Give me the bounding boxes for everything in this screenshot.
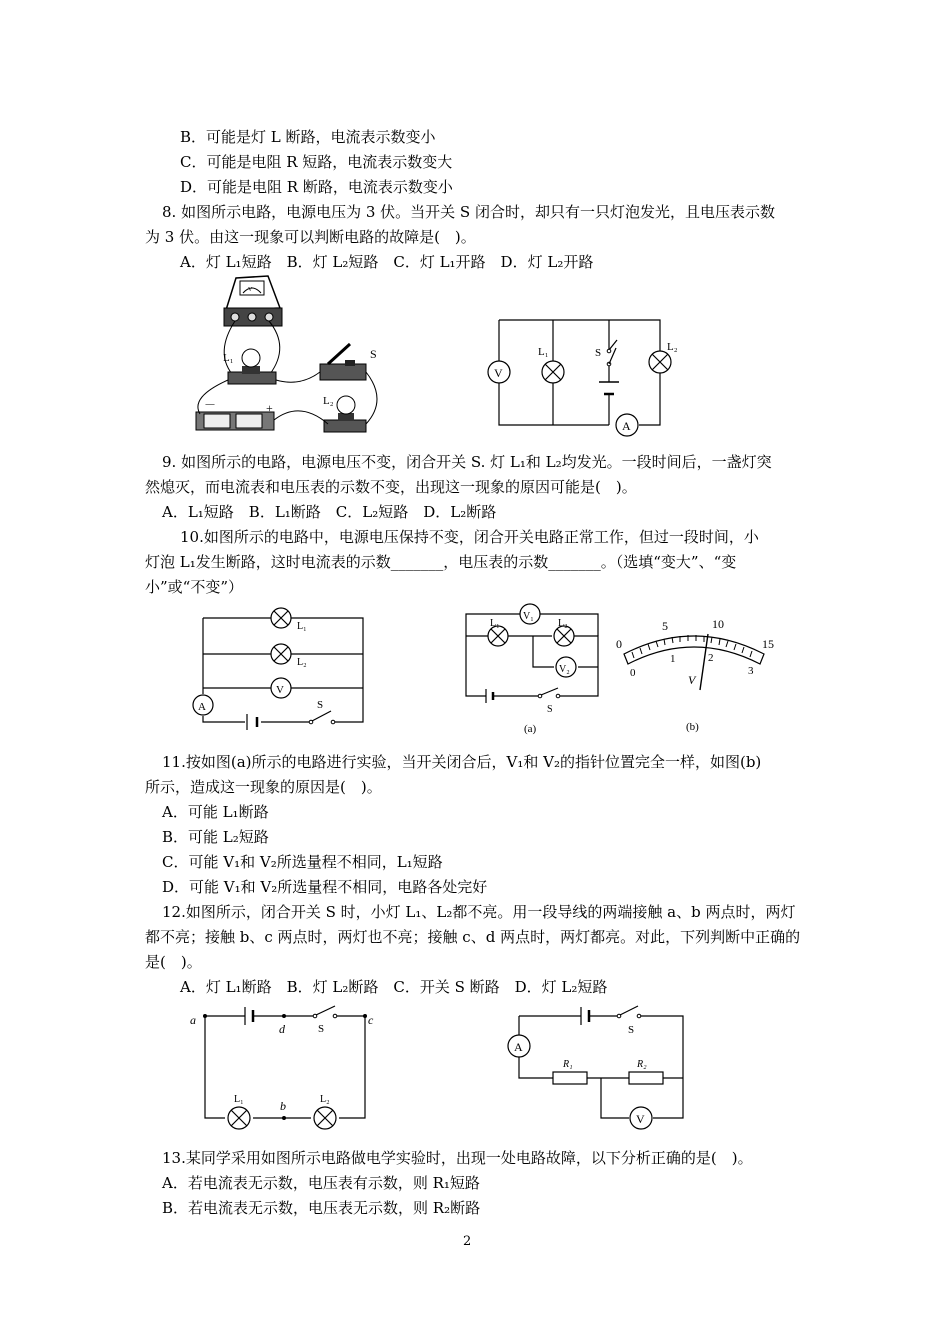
q7-option-d: D．可能是电阻 R 断路，电流表示数变小	[180, 178, 453, 196]
q12-label-l2: L₂	[320, 1094, 330, 1105]
q11-a-label-l2: L₂	[558, 618, 568, 629]
q13-voltmeter-label: V	[636, 1112, 645, 1126]
q12-point-d: d	[279, 1022, 285, 1036]
q8-schematic-figure	[485, 310, 695, 445]
q9-stem-line1: 9. 如图所示的电路，电源电压不变，闭合开关 S. 灯 L₁和 L₂均发光。一段时间后，一盏灯突	[162, 453, 772, 471]
q11-a-v1-label: V₁	[523, 611, 534, 622]
q12-point-c: c	[368, 1013, 374, 1027]
q11-a-label-l1: L₁	[490, 618, 500, 629]
q12-label-s: S	[318, 1023, 325, 1035]
q13-ammeter-label: A	[514, 1040, 523, 1054]
q8-schematic-label-s: S	[595, 347, 602, 359]
q10-stem-line3: 小”或“不变”）	[145, 578, 244, 596]
q10-voltmeter-label: V	[276, 684, 284, 696]
q12-point-a: a	[190, 1013, 196, 1027]
q13-label-r1: R₁	[563, 1059, 573, 1070]
q8-options: A．灯 L₁短路 B．灯 L₂短路 C．灯 L₁开路 D．灯 L₂开路	[180, 253, 594, 271]
q11-option-d: D．可能 V₁和 V₂所选量程不相同，电路各处完好	[162, 878, 488, 896]
q11-option-a: A．可能 L₁断路	[162, 803, 269, 821]
q8-photo-label-s: S	[370, 347, 377, 361]
q11-dial-caption: (b)	[686, 721, 699, 733]
q10-label-s: S	[317, 699, 324, 711]
q12-options: A．灯 L₁断路 B．灯 L₂断路 C．开关 S 断路 D．灯 L₂短路	[180, 978, 608, 996]
q10-ammeter-label: A	[198, 701, 206, 713]
q8-schematic-label-l1: L₁	[538, 346, 549, 358]
q12-stem-line1: 12.如图所示，闭合开关 S 时，小灯 L₁、L₂都不亮。用一段导线的两端接触 a、b 两点时，两灯	[162, 903, 796, 921]
svg-text:V: V	[248, 287, 253, 293]
q8-photo-label-l1: L₁	[223, 352, 234, 364]
q11-dial-bottom-tick-3: 3	[748, 665, 754, 677]
q11-dial-top-tick-15: 15	[762, 637, 774, 651]
q8-photo-label-minus: －	[204, 398, 217, 412]
q11-a-v2-label: V₂	[559, 664, 570, 675]
q10-label-l2: L₂	[297, 657, 307, 668]
q11-a-label-s: S	[547, 704, 553, 715]
q10-stem-line2: 灯泡 L₁发生断路，这时电流表的示数_______，电压表的示数_______。（选填“变大”、“变	[145, 553, 737, 571]
q11-stem-line1: 11.按如图(a)所示的电路进行实验，当开关闭合后，V₁和 V₂的指针位置完全一样，如图(b)	[162, 753, 762, 771]
q11-dial-unit-v: V	[688, 673, 696, 687]
q11-dial-bottom-tick-0: 0	[630, 667, 636, 679]
q7-option-b: B．可能是灯 L 断路，电流表示数变小	[180, 128, 436, 146]
q8-schematic-label-l2: L₂	[667, 341, 678, 353]
q12-stem-line3: 是( )。	[145, 953, 202, 971]
q11-dial-top-tick-10: 10	[712, 617, 724, 631]
q13-stem-line1: 13.某同学采用如图所示电路做电学实验时，出现一处电路故障，以下分析正确的是( )。	[162, 1149, 753, 1167]
q12-circuit-figure	[185, 1002, 385, 1132]
q11-a-caption: (a)	[524, 723, 537, 735]
q11-option-c: C．可能 V₁和 V₂所选量程不相同，L₁短路	[162, 853, 443, 871]
q11-dial-bottom-tick-2: 2	[708, 652, 714, 664]
q13-label-s: S	[628, 1024, 635, 1036]
q10-circuit-figure	[185, 602, 375, 732]
q11-dial-bottom-tick-1: 1	[670, 653, 676, 665]
q12-point-b: b	[280, 1099, 286, 1113]
q8-photo-label-plus: +	[266, 401, 273, 415]
q8-schematic-ammeter-label: A	[622, 419, 631, 433]
q12-stem-line2: 都不亮；接触 b、c 两点时，两灯也不亮；接触 c、d 两点时，两灯都亮。对此，下列判断中正确的	[145, 928, 801, 946]
q10-stem-line1: 10.如图所示的电路中，电源电压保持不变，闭合开关电路正常工作，但过一段时间，小	[180, 528, 759, 546]
q11-stem-line2: 所示，造成这一现象的原因是( )。	[145, 778, 382, 796]
q8-photo-label-l2: L₂	[323, 395, 334, 407]
q11-circuit-a-figure	[458, 600, 608, 740]
q12-label-l1: L₁	[234, 1094, 244, 1105]
q8-stem-line2: 为 3 伏。由这一现象可以判断电路的故障是( )。	[145, 228, 476, 246]
q8-stem-line1: 8. 如图所示电路，电源电压为 3 伏。当开关 S 闭合时，却只有一只灯泡发光，且电压表示数	[162, 203, 775, 221]
q9-options: A．L₁短路 B．L₁断路 C．L₂短路 D．L₂断路	[162, 503, 497, 521]
q9-stem-line2: 然熄灭，而电流表和电压表的示数不变，出现这一现象的原因可能是( )。	[145, 478, 637, 496]
q8-photo-circuit-figure	[190, 272, 390, 442]
q11-option-b: B．可能 L₂短路	[162, 828, 269, 846]
q11-dial-top-tick-5: 5	[662, 619, 668, 633]
q13-option-b: B．若电流表无示数，电压表无示数，则 R₂断路	[162, 1199, 481, 1217]
q8-schematic-voltmeter-label: V	[494, 366, 503, 380]
q13-label-r2: R₂	[637, 1059, 647, 1070]
q11-dial-top-tick-0: 0	[616, 637, 622, 651]
q7-option-c: C．可能是电阻 R 短路，电流表示数变大	[180, 153, 453, 171]
q13-circuit-figure	[505, 1002, 695, 1132]
page-number: 2	[463, 1234, 472, 1249]
q10-label-l1: L₁	[297, 621, 307, 632]
q13-option-a: A．若电流表无示数，电压表有示数，则 R₁短路	[162, 1174, 480, 1192]
q11-dial-b-figure	[612, 612, 782, 737]
